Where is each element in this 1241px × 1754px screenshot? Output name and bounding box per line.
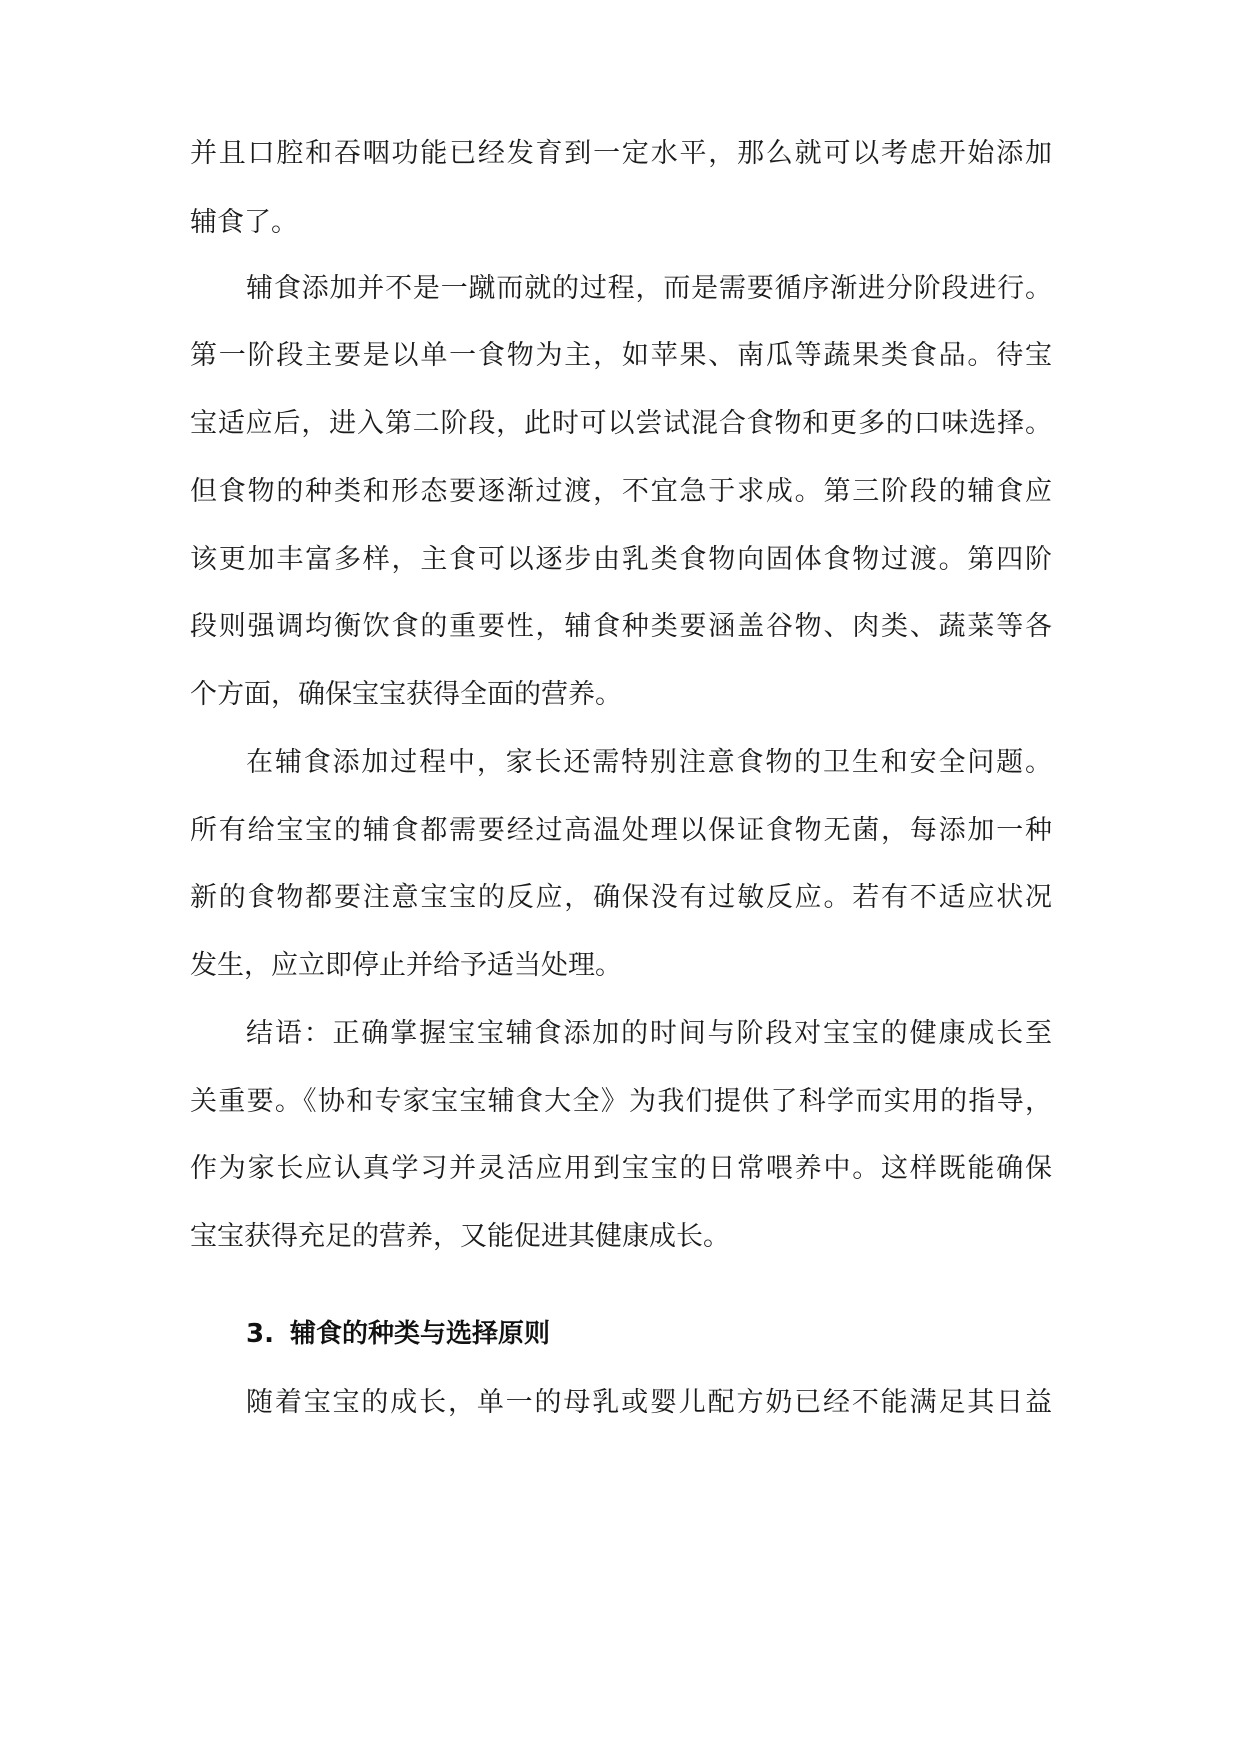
paragraph-line: 在辅食添加过程中，家长还需特别注意食物的卫生和安全问题。 <box>246 747 1052 778</box>
paragraph-line: 作为家长应认真学习并灵活应用到宝宝的日常喂养中。这样既能确保 <box>190 1153 1052 1184</box>
paragraph-line: 所有给宝宝的辅食都需要经过高温处理以保证食物无菌，每添加一种 <box>190 815 1052 846</box>
paragraph-line: 段则强调均衡饮食的重要性，辅食种类要涵盖谷物、肉类、蔬菜等各 <box>190 611 1052 642</box>
section-heading <box>246 1314 1052 1354</box>
section-number: 3. <box>246 1319 274 1349</box>
paragraph-line: 新的食物都要注意宝宝的反应，确保没有过敏反应。若有不适应状况 <box>190 882 1052 913</box>
paragraph-line: 结语：正确掌握宝宝辅食添加的时间与阶段对宝宝的健康成长至 <box>246 1018 1052 1049</box>
section-title: 辅食的种类与选择原则 <box>290 1319 551 1349</box>
paragraph-line: 辅食添加并不是一蹴而就的过程，而是需要循序渐进分阶段进行。 <box>246 273 1052 304</box>
paragraph-line: 宝适应后，进入第二阶段，此时可以尝试混合食物和更多的口味选择。 <box>190 408 1052 439</box>
paragraph-line: 随着宝宝的成长，单一的母乳或婴儿配方奶已经不能满足其日益 <box>246 1387 1052 1418</box>
paragraph-line: 宝宝获得充足的营养，又能促进其健康成长。 <box>190 1221 730 1252</box>
paragraph-line: 辅食了。 <box>190 207 298 238</box>
paragraph-line: 但食物的种类和形态要逐渐过渡，不宜急于求成。第三阶段的辅食应 <box>190 476 1052 507</box>
paragraph-line: 该更加丰富多样，主食可以逐步由乳类食物向固体食物过渡。第四阶 <box>190 544 1052 575</box>
paragraph-line: 第一阶段主要是以单一食物为主，如苹果、南瓜等蔬果类食品。待宝 <box>190 340 1052 371</box>
paragraph-line: 并且口腔和吞咽功能已经发育到一定水平，那么就可以考虑开始添加 <box>190 138 1052 169</box>
paragraph-line: 个方面，确保宝宝获得全面的营养。 <box>190 679 622 710</box>
paragraph-line: 发生，应立即停止并给予适当处理。 <box>190 950 622 981</box>
paragraph-line: 关重要。《协和专家宝宝辅食大全》为我们提供了科学而实用的指导， <box>190 1086 1052 1117</box>
